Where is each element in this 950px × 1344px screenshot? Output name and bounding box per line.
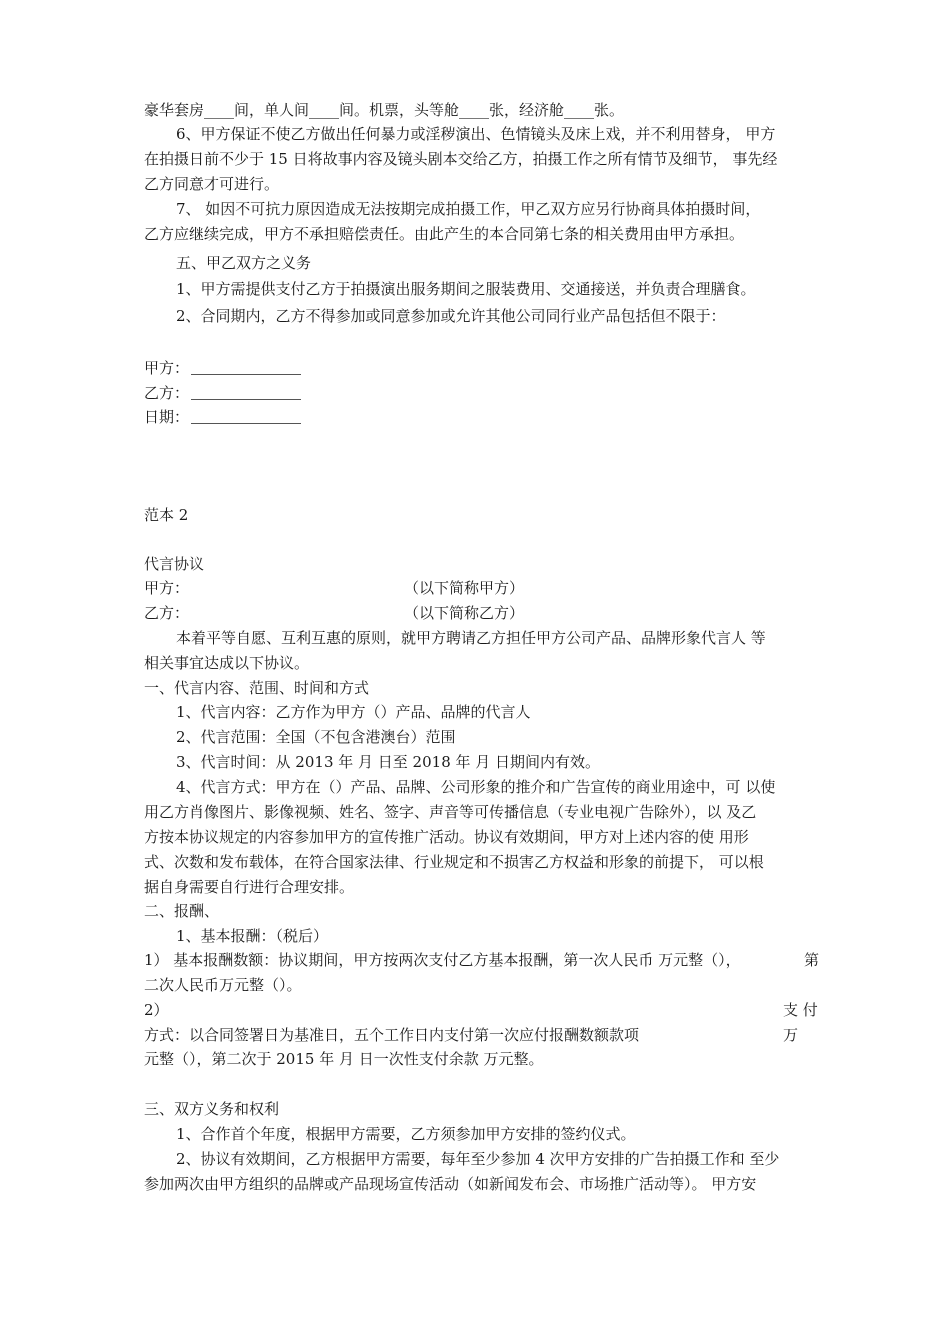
- party-a-label: 甲方：: [144, 579, 190, 597]
- paragraph-line: 1、合作首个年度，根据甲方需要，乙方须参加甲方安排的签约仪式。: [176, 1125, 636, 1143]
- paragraph-line: 参加两次由甲方组织的品牌或产品现场宣传活动（如新闻发布会、市场推广活动等）。 甲方安: [144, 1175, 757, 1193]
- section-heading: 二、报酬、: [144, 902, 220, 920]
- paragraph-line: 2、代言范围：全国（不包含港澳台）范围: [176, 728, 456, 746]
- party-a-note: （以下简称甲方）: [404, 579, 525, 597]
- paragraph-line: 7、 如因不可抗力原因造成无法按期完成拍摄工作，甲乙双方应另行协商具体拍摄时间，: [176, 200, 761, 218]
- party-b-label: 乙方：: [144, 604, 190, 622]
- signature-line-date: [144, 405, 301, 429]
- paragraph-line: 2、协议有效期间，乙方根据甲方需要，每年至少参加 4 次甲方安排的广告拍摄工作和 至少: [176, 1150, 780, 1168]
- section-heading: 五、甲乙双方之义务: [176, 254, 312, 272]
- paragraph-line: 据自身需要自行进行合理安排。: [144, 878, 355, 896]
- paragraph-line: 豪华套房____间，单人间____间。机票，头等舱____张，经济舱____张。: [144, 101, 625, 119]
- paragraph-line-end: 支 付: [783, 1001, 818, 1019]
- section-heading: 一、代言内容、范围、时间和方式: [144, 679, 370, 697]
- paragraph-line: 式、次数和发布载体，在符合国家法律、行业规定和不损害乙方权益和形象的前提下， 可以根: [144, 853, 764, 871]
- signature-label: 乙方：: [144, 384, 190, 402]
- paragraph-line: 2、合同期内，乙方不得参加或同意参加或允许其他公司同行业产品包括但不限于：: [176, 307, 726, 325]
- paragraph-line: 方按本协议规定的内容参加甲方的宣传推广活动。协议有效期间，甲方对上述内容的使 用形: [144, 828, 749, 846]
- paragraph-line: 元整（），第二次于 2015 年 月 日一次性支付余款 万元整。: [144, 1050, 544, 1068]
- paragraph-line: 1、甲方需提供支付乙方于拍摄演出服务期间之服装费用、交通接送，并负责合理膳食。: [176, 280, 756, 298]
- paragraph-line: 1、代言内容：乙方作为甲方（）产品、品牌的代言人: [176, 703, 531, 721]
- signature-line-party-a: [144, 356, 301, 380]
- paragraph-line: 1） 基本报酬数额：协议期间，甲方按两次支付乙方基本报酬，第一次人民币 万元整（），: [144, 951, 741, 969]
- paragraph-line: 6、甲方保证不使乙方做出任何暴力或淫秽演出、色情镜头及床上戏，并不利用替身， 甲方: [176, 125, 776, 143]
- paragraph-line: 4、代言方式：甲方在（）产品、品牌、公司形象的推介和广告宣传的商业用途中，可 以使: [176, 778, 776, 796]
- template-heading: 范本 2: [144, 506, 189, 524]
- paragraph-line: 2）: [144, 1001, 169, 1019]
- section-heading: 三、双方义务和权利: [144, 1100, 280, 1118]
- paragraph-line: 乙方应继续完成，甲方不承担赔偿责任。由此产生的本合同第七条的相关费用由甲方承担。: [144, 225, 745, 243]
- paragraph-line: 本着平等自愿、互利互惠的原则，就甲方聘请乙方担任甲方公司产品、品牌形象代言人 等: [176, 629, 766, 647]
- signature-blank: [191, 385, 301, 400]
- paragraph-line: 二次人民币万元整（）。: [144, 976, 302, 994]
- paragraph-line: 乙方同意才可进行。: [144, 175, 280, 193]
- paragraph-line-end: 万: [783, 1026, 799, 1044]
- agreement-title: 代言协议: [144, 555, 205, 573]
- paragraph-line: 方式：以合同签署日为基准日，五个工作日内支付第一次应付报酬数额款项: [144, 1026, 640, 1044]
- paragraph-line: 用乙方肖像图片、影像视频、姓名、签字、声音等可传播信息（专业电视广告除外），以 及乙: [144, 803, 757, 821]
- paragraph-line: 3、代言时间：从 2013 年 月 日至 2018 年 月 日期间内有效。: [176, 753, 601, 771]
- paragraph-line-end: 第: [804, 951, 820, 969]
- signature-line-party-b: [144, 381, 301, 405]
- signature-label: 日期：: [144, 408, 190, 426]
- signature-label: 甲方：: [144, 359, 190, 377]
- party-b-note: （以下简称乙方）: [404, 604, 525, 622]
- paragraph-line: 1、基本报酬：（税后）: [176, 927, 329, 945]
- paragraph-line: 在拍摄日前不少于 15 日将故事内容及镜头剧本交给乙方，拍摄工作之所有情节及细节， 事先经: [144, 150, 778, 168]
- signature-blank: [191, 360, 301, 375]
- paragraph-line: 相关事宜达成以下协议。: [144, 654, 310, 672]
- signature-blank: [191, 409, 301, 424]
